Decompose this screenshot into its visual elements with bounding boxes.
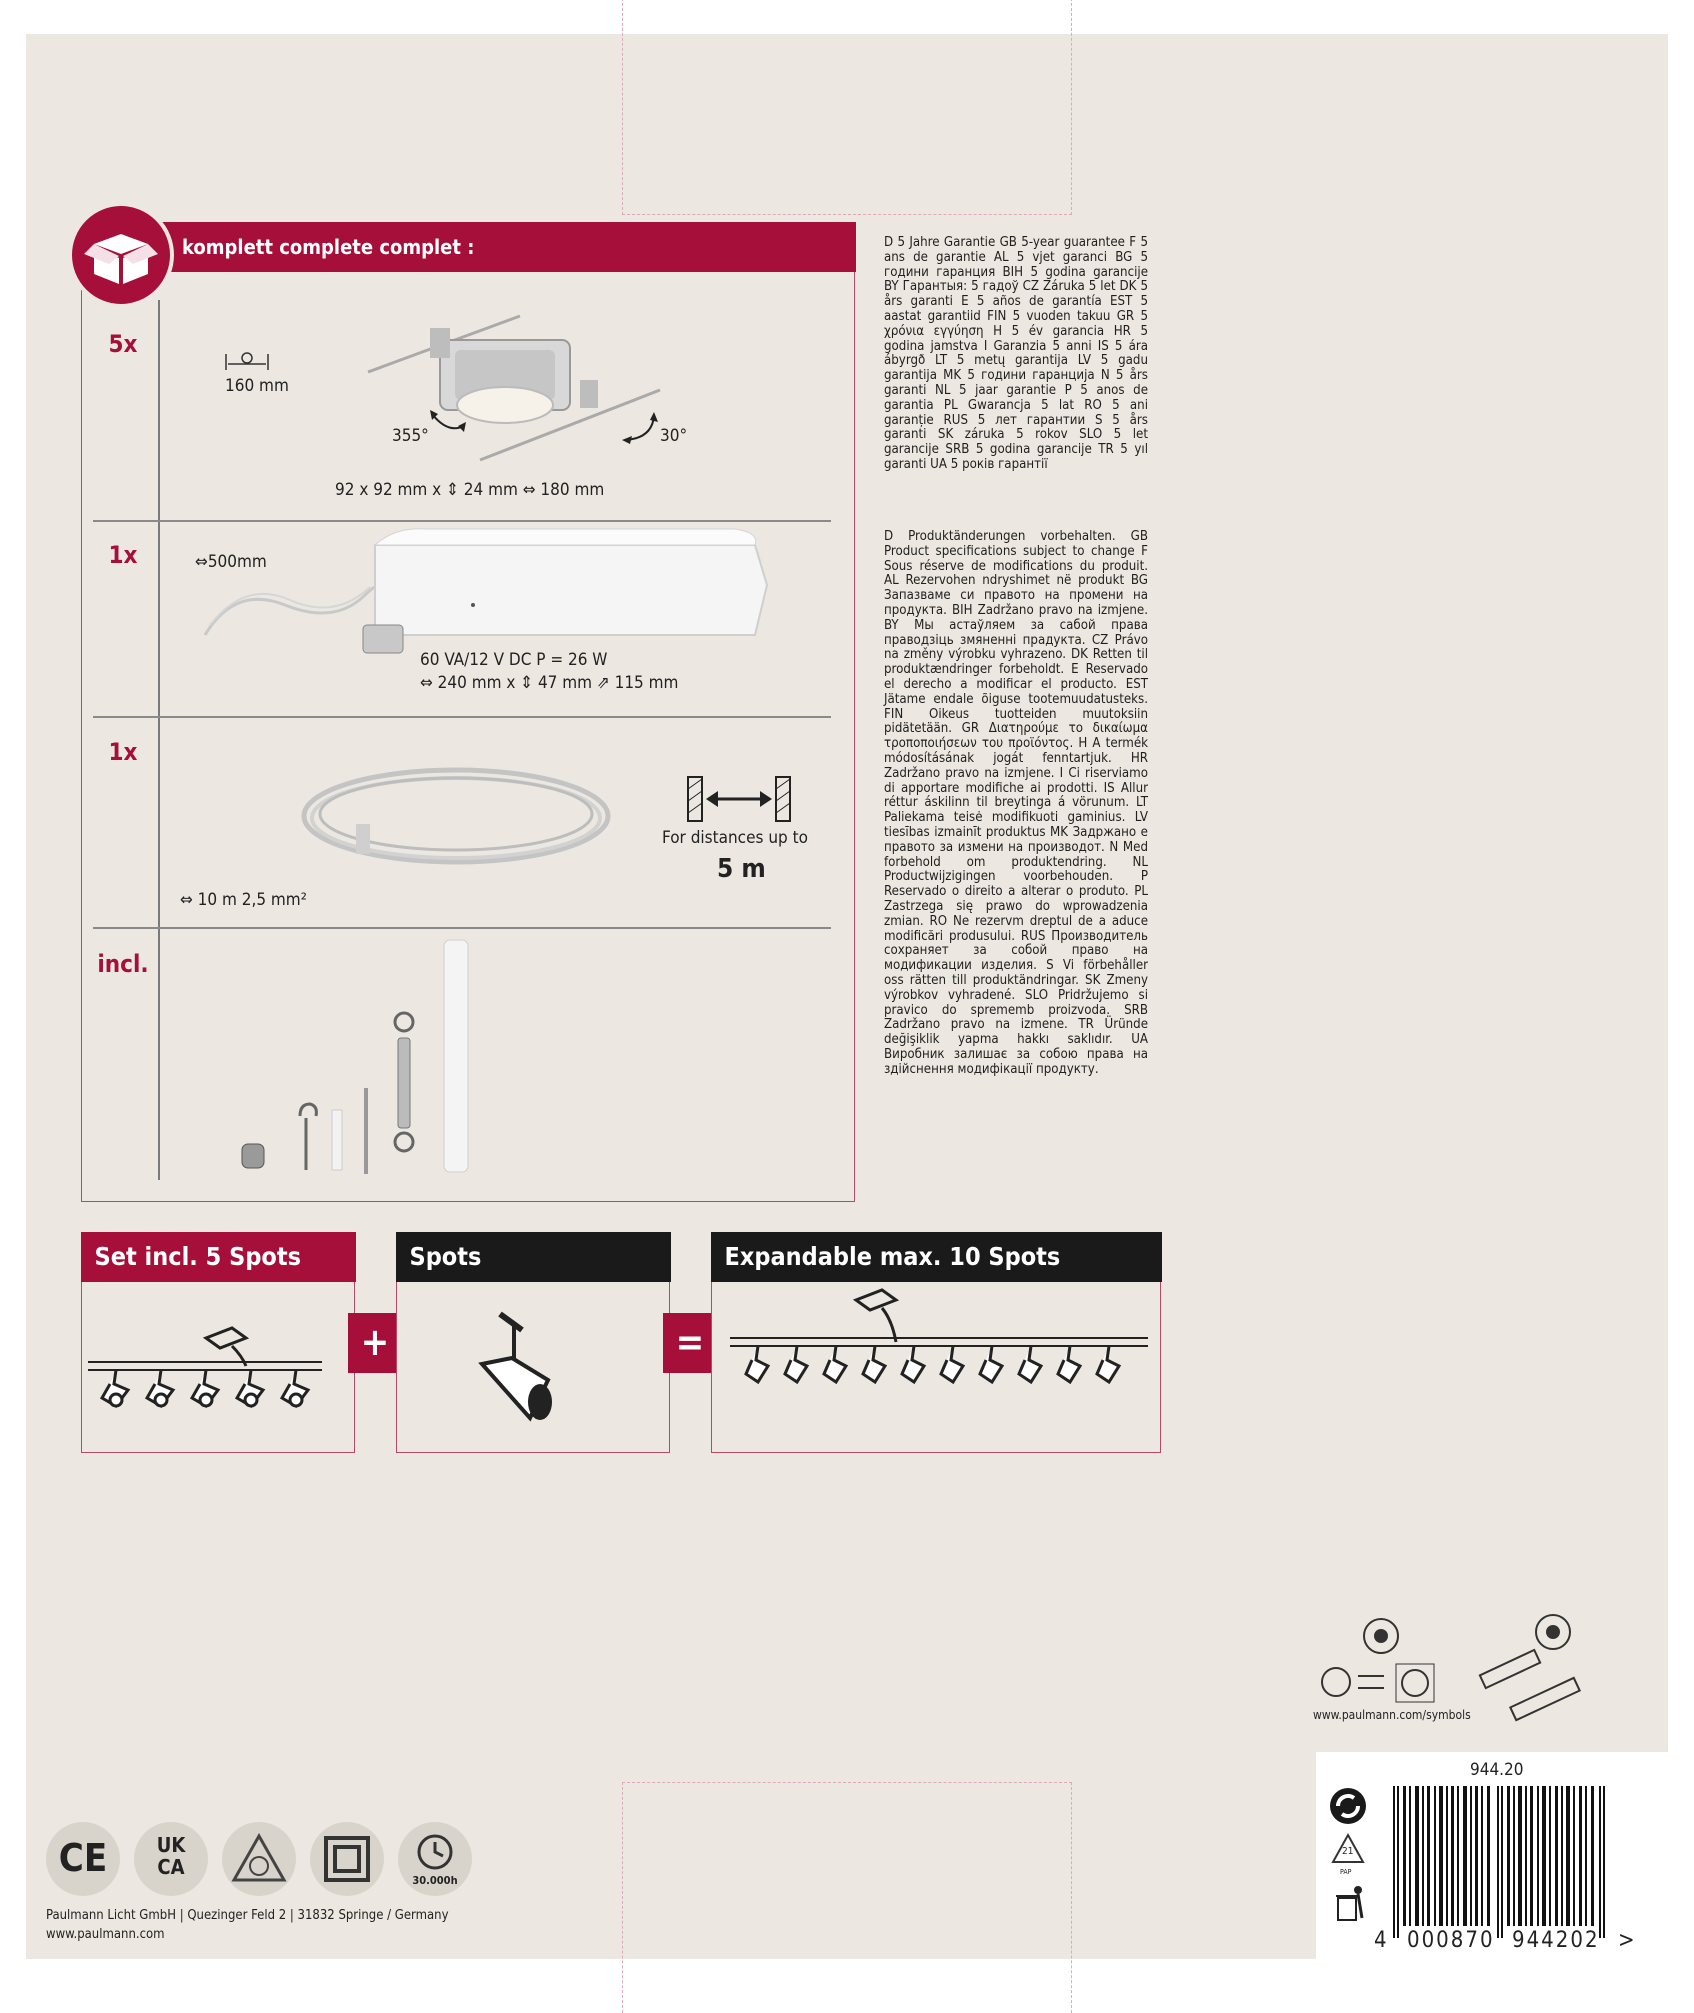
spot-width: 160 mm (225, 376, 289, 396)
contents-header: komplett complete complet : (130, 222, 856, 272)
ean-group-2: 944202 (1512, 1928, 1600, 1953)
row-divider-vertical (158, 300, 160, 1180)
transformer-illustration (195, 525, 775, 665)
recycle-code: 21 (1342, 1846, 1354, 1857)
plus-sign: + (348, 1313, 402, 1373)
fold-marker-top-inner (622, 0, 1072, 215)
cert-label: CE (58, 1836, 108, 1880)
distance-value: 5 m (717, 854, 766, 884)
wire-spec: ⇔ 10 m 2,5 mm² (180, 890, 307, 910)
row-divider (93, 520, 831, 522)
safety-symbols (1310, 1612, 1610, 1722)
width-dimension-icon (224, 350, 270, 374)
row-quantity: 1x (108, 738, 138, 766)
row-divider (93, 716, 831, 718)
equals-sign: = (663, 1313, 717, 1373)
accessories-illustration (238, 938, 488, 1178)
article-number: 944.20 (1470, 1760, 1524, 1780)
set-title: Expandable max. 10 Spots (711, 1232, 1162, 1282)
transformer-dimensions: ⇔ 240 mm x ⇕ 47 mm ⇗ 115 mm (420, 673, 679, 693)
ean-first-digit: 4 (1374, 1928, 1387, 1953)
disposal-bin-icon (1332, 1884, 1366, 1924)
ukca-mark-icon (134, 1822, 208, 1896)
expandable-spots-illustration (728, 1284, 1152, 1394)
distance-label: For distances up to (662, 828, 808, 848)
cert-label: UK CA (156, 1833, 186, 1879)
row-quantity: 5x (108, 330, 138, 358)
cable-coil-illustration (296, 760, 616, 880)
cert-label: 30.000h (412, 1874, 458, 1887)
set-spots-illustration (86, 1310, 326, 1420)
green-dot-icon (1328, 1786, 1368, 1826)
company-website: www.paulmann.com (46, 1927, 165, 1942)
spot-illustration (360, 310, 680, 470)
box-icon (68, 202, 174, 308)
product-change-text: D Produktänderungen vorbehalten. GB Product specifications subject to change F Sous réserve de modifications du produit. AL Rezervohen ndryshimet në produkt BG Запазваме си правото на промени на продукта. BIH Zadržano pravo na izmjene. BY Мы астаўляем за сабой права праводзіць змяненні прадукта. CZ Právo na změny výrobku vyhrazeno. DK Retten til produktændringer forbeholdt. E Reservado el derecho a modificar el producto. EST Jätame endale õiguse tootemuudatusteks. FIN Oikeus tuotteiden muutoksiin pidätetään. GR Διατηρούμε το δικαίωμα τροποποιήσεων του προϊόντος. H A termék módosításának jogát fenntartjuk. HR Zadržano pravo na izmjene. I Ci riserviamo di apportare modifiche ai prodotti. IS Allur réttur áskilinn til breytinga á vörunum. LT Paliekama teisė modifikuoti gaminius. LV tiesības izmainīt produktus MK Задржано е правото за измени на производот. N Med forbehold om produktendring. NL Productwijzigingen voorbehouden. P Reservado o direito a alterar o produto. PL Zastrzega się prawo do wprowadzenia zmian. RO Ne rezervm dreptul de a aduce modificări produsului. RUS Производитель сохраняет за собой право на модификации изделия. S Vi förbehåller oss rätten till produktändringar. SK Zmeny výrobkov vyhradené. SLO Pridržujemo si pravico do sprememb proizvoda. SRB Zadržano pravo na izmene. TR Üründe değişiklik yapma hakkı saklıdır. UA Виробник залишає за собою права на здійснення модифікації продукту. (884, 529, 1148, 1077)
ta-mark-icon (222, 1822, 296, 1896)
row-quantity: incl. (97, 950, 149, 978)
single-spot-illustration (478, 1310, 568, 1430)
row-quantity: 1x (108, 541, 138, 569)
rotate-right-icon (622, 410, 658, 446)
cable-length: ⇔500mm (195, 552, 267, 572)
symbols-url: www.paulmann.com/symbols (1313, 1708, 1471, 1722)
ean-group-1: 000870 (1407, 1928, 1495, 1953)
rotate-left-icon (428, 408, 468, 436)
recycle-material: PAP (1340, 1868, 1352, 1876)
set-title: Set incl. 5 Spots (81, 1232, 356, 1282)
spot-dimensions: 92 x 92 mm x ⇕ 24 mm ⇔ 180 mm (335, 480, 605, 500)
barcode (1393, 1786, 1617, 1938)
distance-icon (686, 775, 792, 823)
guarantee-text: D 5 Jahre Garantie GB 5-year guarantee F 5 ans de garantie AL 5 vjet garanci BG 5 години гаранция BIH 5 godina garancije BY Гарантыя: 5 гадоў CZ Záruka 5 let DK 5 års garanti E 5 años de garantía EST 5 aastat garantiid FIN 5 vuoden takuu GR 5 χρόνια εγγύηση H 5 év garancia HR 5 godina jamstva I Garanzia 5 anni IS 5 ára ábyrgð LT 5 metų garantija LV 5 gadu garantija MK 5 години гаранција N 5 års garanti NL 5 jaar garantie P 5 anos de garantia PL Gwarancja 5 lat RO 5 ani garanție RUS 5 лет гарантии S 5 års garanti SK záruka 5 rokov SLO 5 let garancije SRB 5 godina garancije TR 5 yıl garanti UA 5 років гарантії (884, 235, 1148, 472)
fold-marker-bottom (622, 1782, 1072, 2013)
class-ii-icon (310, 1822, 384, 1896)
row-divider (93, 927, 831, 929)
ce-mark-icon (46, 1822, 120, 1896)
transformer-power: 60 VA/12 V DC P = 26 W (420, 650, 608, 670)
company-address: Paulmann Licht GmbH | Quezinger Feld 2 | 31832 Springe / Germany (46, 1908, 449, 1923)
ean-end-marker: > (1618, 1928, 1635, 1953)
rotation-right: 30° (660, 426, 688, 446)
lifetime-icon (398, 1822, 472, 1896)
set-title: Spots (396, 1232, 671, 1282)
rotation-left: 355° (392, 426, 429, 446)
